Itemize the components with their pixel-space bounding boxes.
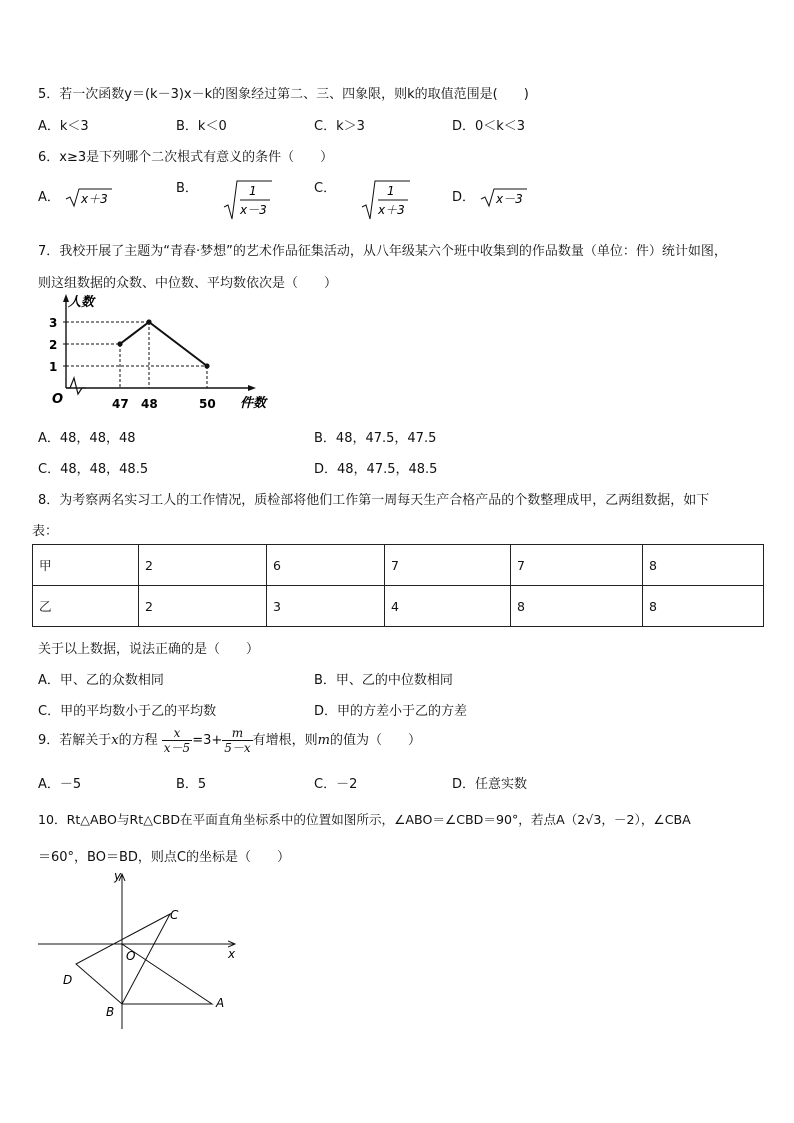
q5-option-a: A．k＜3 <box>38 119 89 134</box>
data-table <box>32 544 764 627</box>
q9-option-b: B．5 <box>176 777 207 792</box>
table-cell: 甲 <box>33 545 139 586</box>
q8-option-a: A．甲、乙的众数相同 <box>38 673 164 688</box>
q7-option-d: D．48，47.5，48.5 <box>314 462 438 477</box>
q7-stem-line2: 则这组数据的众数、中位数、平均数依次是（ ） <box>38 276 338 291</box>
q9-option-a: A．－5 <box>38 777 82 792</box>
data-point <box>146 319 151 324</box>
table-cell: 乙 <box>33 586 139 627</box>
coordinate-figure <box>30 864 250 1034</box>
q8-option-b: B．甲、乙的中位数相同 <box>314 673 453 688</box>
q7-stem-line1: 7．我校开展了主题为“青春·梦想”的艺术作品征集活动，从八年级某六个班中收集到的作品数量（单位：件）统计如图， <box>38 244 727 259</box>
q8-question: 关于以上数据，说法正确的是（ ） <box>38 642 260 657</box>
point-a-label: A <box>216 996 225 1010</box>
q10-stem-line1: 10．Rt△ABO与Rt△CBD在平面直角坐标系中的位置如图所示，∠ABO＝∠CBD＝90°，若点A（2√3，－2），∠CBA <box>38 812 691 827</box>
y-axis-label: 人数 <box>68 295 95 310</box>
q8-stem-line1: 8．为考察两名实习工人的工作情况，质检部将他们工作第一周每天生产合格产品的个数整理成甲，乙两组数据，如下 <box>38 493 710 508</box>
fraction-1: $\frac{x}{x-5}$ <box>163 726 191 755</box>
q5-option-d: D．0＜k＜3 <box>452 119 526 134</box>
q6-c-radicand: x＋3 <box>378 203 405 217</box>
axis-break <box>66 378 86 394</box>
q5-option-b: B．k＜0 <box>176 119 227 134</box>
sqrt-frac-symbol <box>340 179 412 221</box>
q6-d-radicand: x－3 <box>496 191 523 206</box>
y-tick-label: 1 <box>49 360 58 374</box>
origin-label: O <box>52 392 64 407</box>
x-tick-label: 48 <box>141 397 158 411</box>
table-row <box>33 586 764 627</box>
x-axis-arrow <box>248 385 256 391</box>
q9-option-d: D．任意实数 <box>452 777 528 792</box>
table-cell: 3 <box>267 586 385 627</box>
fraction-2: $\frac{m}{5-x}$ <box>224 726 251 755</box>
q8-option-d: D．甲的方差小于乙的方差 <box>314 704 468 719</box>
point-c-label: C <box>170 908 179 922</box>
q5-stem: 5．若一次函数y＝(k－3)x－k的图象经过第二、三、四象限，则k的取值范围是( ) <box>38 87 529 102</box>
q8-option-c: C．甲的平均数小于乙的平均数 <box>38 704 217 719</box>
point-d-label: D <box>63 973 73 987</box>
table-cell: 8 <box>643 545 764 586</box>
q6-option-d: D． x－3 <box>452 186 529 209</box>
sqrt-frac-symbol <box>202 179 274 221</box>
line-chart <box>30 292 290 418</box>
q9-option-c: C．－2 <box>314 777 358 792</box>
q6-stem: 6．x≥3是下列哪个二次根式有意义的条件（ ） <box>38 150 334 165</box>
q6-b-numerator: 1 <box>249 184 257 198</box>
y-tick-label: 3 <box>49 316 58 330</box>
q7-option-a: A．48，48，48 <box>38 431 136 446</box>
x-axis-label: 件数 <box>240 396 267 411</box>
table-cell: 8 <box>511 586 643 627</box>
x-axis-label: x <box>228 947 236 961</box>
q9-stem: 9．若解关于x的方程 $\frac{x}{x-5}$ =3+ $\frac{m}{5-x}$ 有增根，则m的值为（ ） <box>38 726 422 755</box>
table-cell: 4 <box>385 586 511 627</box>
q6-c-numerator: 1 <box>387 184 395 198</box>
q6-option-a: A． x＋3 <box>38 186 114 209</box>
data-point <box>117 341 122 346</box>
x-tick-label: 47 <box>112 397 129 411</box>
x-tick-label: 50 <box>199 397 216 411</box>
q6-b-radicand: x－3 <box>240 203 267 217</box>
q10-stem-line2: ＝60°，BO＝BD，则点C的坐标是（ ） <box>38 850 290 865</box>
table-cell: 7 <box>511 545 643 586</box>
series-line <box>120 322 207 366</box>
table-cell: 6 <box>267 545 385 586</box>
sqrt-symbol <box>64 187 114 209</box>
y-tick-label: 2 <box>49 338 58 352</box>
y-axis-label: y <box>114 869 122 883</box>
q5-option-c: C．k＞3 <box>314 119 365 134</box>
q6-option-b: B． 1 x－3 <box>176 179 274 221</box>
origin-label: O <box>126 949 136 963</box>
q6-option-c: C． 1 x＋3 <box>314 179 412 221</box>
q6-a-radicand: x＋3 <box>81 191 108 206</box>
q8-stem-line2: 表： <box>32 524 59 539</box>
table-cell: 7 <box>385 545 511 586</box>
table-cell: 2 <box>139 545 267 586</box>
q7-option-b: B．48，47.5，47.5 <box>314 431 437 446</box>
table-cell: 2 <box>139 586 267 627</box>
q7-option-c: C．48，48，48.5 <box>38 462 149 477</box>
triangle-abo <box>122 944 212 1004</box>
data-point <box>204 363 209 368</box>
point-b-label: B <box>106 1005 115 1019</box>
table-row <box>33 545 764 586</box>
triangle-cbd <box>76 914 170 1004</box>
sqrt-symbol <box>479 187 529 209</box>
table-cell: 8 <box>643 586 764 627</box>
